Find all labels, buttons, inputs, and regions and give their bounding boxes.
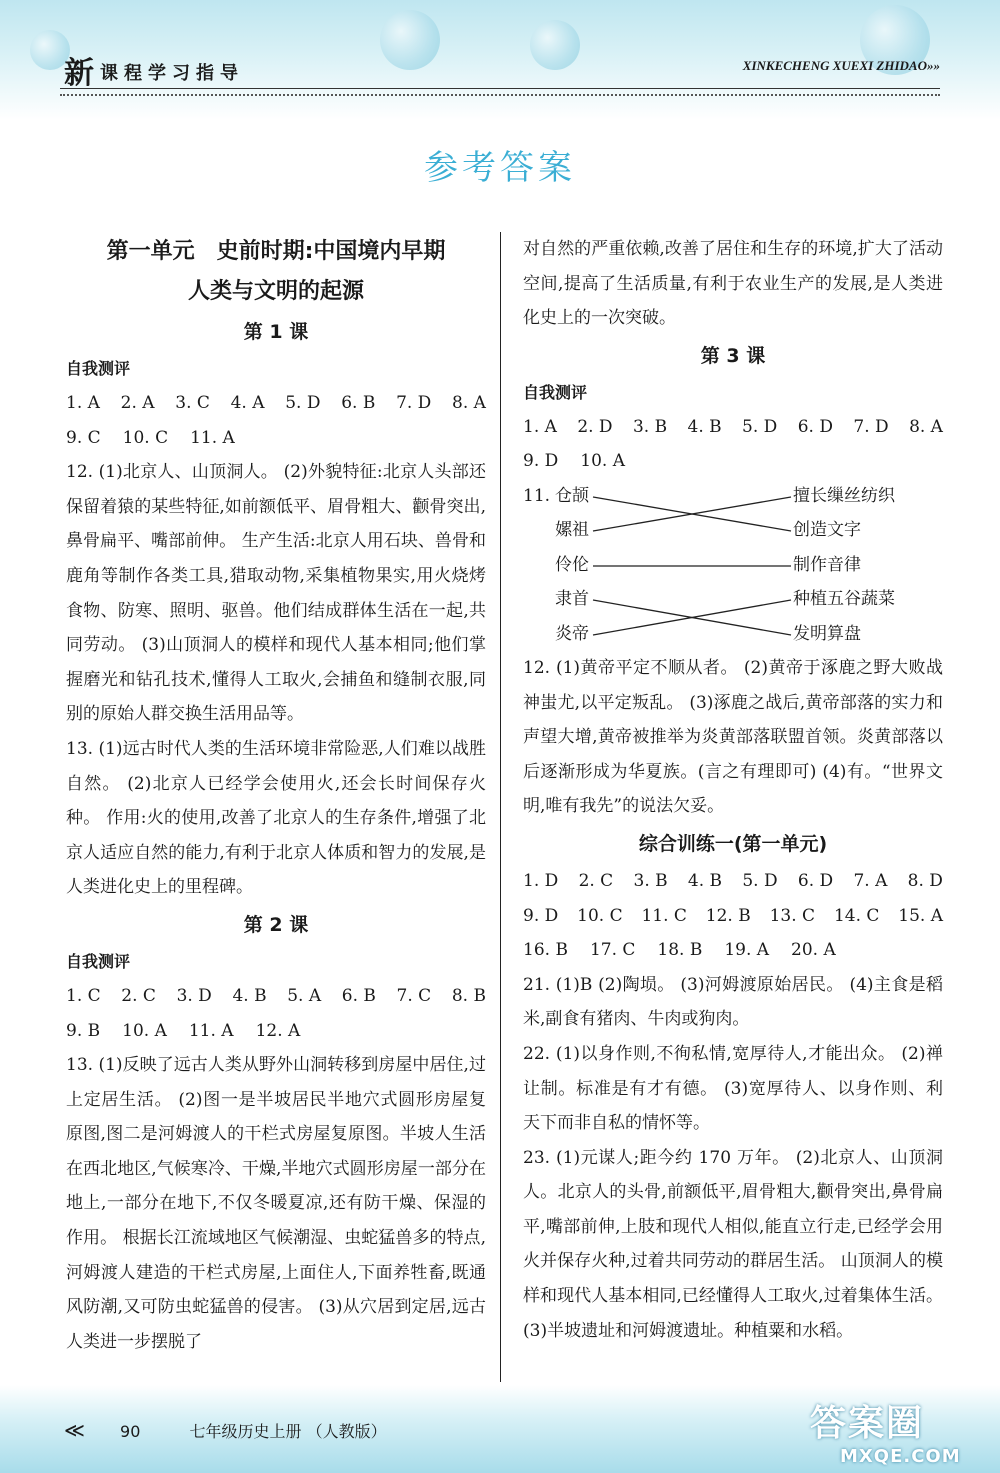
lesson-1-title: 第 1 课 xyxy=(243,321,309,343)
answer-item: 5. A xyxy=(287,985,322,1006)
match-lines xyxy=(523,479,943,651)
answer-item: 1. C xyxy=(66,985,101,1006)
column-divider xyxy=(500,232,501,1382)
lesson-2-subheading: 自我测评 xyxy=(66,951,131,971)
answer-item: 2. C xyxy=(578,870,614,891)
series-logo-char: 新 xyxy=(64,56,94,91)
match-right-item: 创造文字 xyxy=(793,519,861,540)
answer-item: 11. C xyxy=(641,905,687,926)
answer-item: 5. D xyxy=(742,416,778,437)
header-dotted-rule xyxy=(60,94,940,96)
answer-item: 3. B xyxy=(633,870,668,891)
page-number: 90 xyxy=(120,1422,141,1441)
answer-item: 10. C xyxy=(122,427,169,448)
answer-paragraph: 12. (1)北京人、山顶洞人。 (2)外貌特征:北京人头部还保留着猿的某些特征,如前额低平、眉骨粗大、颧骨突出,鼻骨扁平、嘴部前伸。 生产生活:北京人用石块、兽骨和鹿角等制作各类工具,猎取动物,采集植物果实,用火烧烤食物、防寒、照明、驱兽。他们结成群体生活在一起,共同劳动。 (3)山顶洞人的模样和现代人基本相同;他们掌握磨光和钻孔技术,懂得人工取火,会捕鱼和缝制衣服,同别的原始人群交换生活用品等。 xyxy=(66,462,486,725)
answer-item: 9. C xyxy=(66,427,101,448)
book-title: 七年级历史上册 （人教版） xyxy=(189,1422,387,1441)
answer-item: 2. C xyxy=(121,985,156,1006)
match-left-item: 伶伦 xyxy=(555,554,589,575)
double-chevron-icon: »» xyxy=(927,58,940,73)
answer-item: 11. A xyxy=(188,1020,234,1041)
answer-item: 4. A xyxy=(230,393,265,413)
answer-paragraph: 13. (1)反映了远古人类从野外山洞转移到房屋中居住,过上定居生活。 (2)图一是半坡居民半地穴式圆形房屋复原图,图二是河姆渡人的干栏式房屋复原图。半坡人生活在西北地区,气候寒冷、干燥,半地穴式圆形房屋一部分在地上,一部分在地下,不仅冬暖夏凉,还有防干燥、保湿的作用。 根据长江流域地区气候潮湿、虫蛇猛兽多的特点,河姆渡人建造的干栏式房屋,上面住人,下面养牲畜,既通风防潮,又可防虫蛇猛兽的侵害。 (3)从穴居到定居,远古人类进一步摆脱了 xyxy=(66,1055,486,1352)
lesson-1-subheading: 自我测评 xyxy=(66,359,131,378)
answer-item: 10. A xyxy=(580,451,625,472)
answer-item: 5. D xyxy=(285,393,321,413)
answer-item: 2. A xyxy=(120,393,155,413)
answer-item: 4. B xyxy=(232,985,267,1006)
answer-paragraph: 23. (1)元谋人;距今约 170 万年。 (2)北京人、山顶洞人。北京人的头骨,前额低平,眉骨粗大,颧骨突出,鼻骨扁平,嘴部前伸,上肢和现代人相似,能直立行走,已经学会用火并保存火种,过着共同劳动的群居生活。 山顶洞人的模样和现代人基本相同,已经懂得人工取火,过着集体生活。 (3)半坡遗址和河姆渡遗址。种植粟和水稻。 xyxy=(523,1147,943,1341)
answer-item: 1. A xyxy=(523,416,557,437)
answer-item: 3. D xyxy=(176,985,212,1006)
answer-item: 10. A xyxy=(122,1020,167,1041)
answer-row xyxy=(523,444,943,479)
answer-item: 4. B xyxy=(687,416,722,437)
right-column xyxy=(523,232,943,1348)
answer-item: 9. B xyxy=(66,1020,101,1041)
series-title xyxy=(64,48,244,92)
answer-item: 20. A xyxy=(791,940,836,961)
match-right-item: 发明算盘 xyxy=(793,623,861,644)
answer-item: 11. A xyxy=(190,427,235,448)
match-right-item: 制作音律 xyxy=(793,554,861,575)
answer-item: 10. C xyxy=(577,905,623,926)
answer-item: 7. C xyxy=(396,985,432,1006)
match-left-item: 炎帝 xyxy=(555,623,589,644)
answer-paragraph: 12. (1)黄帝平定不顺从者。 (2)黄帝于涿鹿之野大败战神蚩尤,以平定叛乱。 (3)涿鹿之战后,黄帝部落的实力和声望大增,黄帝被推举为炎黄部落联盟首领。炎黄部落以后逐渐形成为华夏族。(言之有理即可) (4)有。“世界文明,唯有我先”的说法欠妥。 xyxy=(523,657,943,817)
answer-row xyxy=(523,864,943,899)
answer-item: 9. D xyxy=(523,451,559,472)
answer-item: 8. A xyxy=(452,393,486,413)
unit-title-line-1: 第一单元 史前时期:中国境内早期 xyxy=(106,239,446,264)
matching-diagram xyxy=(523,479,943,651)
answer-item: 17. C xyxy=(589,940,636,961)
match-number: 11. xyxy=(523,485,551,506)
answer-item: 8. A xyxy=(909,416,943,437)
review-title: 综合训练一(第一单元) xyxy=(638,832,828,855)
page-footer xyxy=(64,1418,387,1442)
unit-title-line-2: 人类与文明的起源 xyxy=(187,279,364,304)
series-pinyin xyxy=(743,58,940,74)
answer-paragraph-continued: 对自然的严重依赖,改善了居住和生存的环境,扩大了活动空间,提高了生活质量,有利于农业生产的发展,是人类进化史上的一次突破。 xyxy=(523,239,943,329)
answer-paragraph: 21. (1)B (2)陶埙。 (3)河姆渡原始居民。 (4)主食是稻米,副食有猪肉、牛肉或狗肉。 xyxy=(523,974,943,1030)
answer-item: 9. D xyxy=(523,905,559,926)
answer-row xyxy=(66,386,486,421)
answer-item: 6. B xyxy=(341,985,376,1006)
answer-item: 15. A xyxy=(898,905,943,926)
lesson-2-title: 第 2 课 xyxy=(243,913,309,936)
answer-row xyxy=(66,979,486,1014)
answer-row xyxy=(66,421,486,456)
answer-row xyxy=(523,899,943,934)
answer-item: 14. C xyxy=(833,905,880,926)
double-chevron-left-icon: ≪ xyxy=(64,1418,85,1442)
left-column xyxy=(66,232,486,1359)
answer-paragraph: 13. (1)远古时代人类的生活环境非常险恶,人们难以战胜自然。 (2)北京人已经学会使用火,还会长时间保存火种。 作用:火的使用,改善了北京人的生存条件,增强了北京人适应自然的能力,有利于北京人体质和智力的发展,是人类进化史上的里程碑。 xyxy=(66,738,486,898)
answer-item: 13. C xyxy=(769,905,816,926)
answer-row xyxy=(523,410,943,445)
match-left-item: 隶首 xyxy=(555,588,589,609)
answer-item: 3. C xyxy=(175,393,210,413)
answer-item: 19. A xyxy=(724,940,770,961)
answer-item: 3. B xyxy=(632,416,668,437)
series-title-text: 课程学习指导 xyxy=(100,63,244,84)
match-left-item: 仓颉 xyxy=(555,485,589,506)
lesson-3-subheading: 自我测评 xyxy=(523,382,588,402)
answer-item: 8. D xyxy=(907,870,943,891)
answer-item: 7. A xyxy=(853,870,888,891)
answer-item: 1. A xyxy=(66,393,100,413)
match-right-item: 擅长缫丝纺织 xyxy=(793,485,895,506)
answer-item: 1. D xyxy=(523,870,559,891)
answer-item: 2. D xyxy=(577,416,613,437)
watermark-text: 答案圈 xyxy=(810,1403,925,1444)
match-right-item: 种植五谷蔬菜 xyxy=(793,588,895,609)
answer-item: 7. D xyxy=(396,393,432,413)
answer-item: 7. D xyxy=(853,416,889,437)
answer-item: 6. B xyxy=(341,393,376,413)
answer-item: 6. D xyxy=(797,416,833,437)
lesson-3-title: 第 3 课 xyxy=(700,344,766,367)
answer-item: 6. D xyxy=(797,870,834,891)
page-header xyxy=(60,48,940,89)
series-pinyin-text: XINKECHENG XUEXI ZHIDAO xyxy=(742,58,927,73)
answer-item: 4. B xyxy=(687,870,723,891)
answer-item: 12. B xyxy=(705,905,751,926)
answer-item: 18. B xyxy=(657,940,703,961)
page-title: 参考答案 xyxy=(424,148,576,188)
answer-row xyxy=(523,933,943,968)
answer-item: 8. B xyxy=(451,985,486,1006)
watermark-url: MXQE.COM xyxy=(840,1446,961,1467)
match-left-item: 嫘祖 xyxy=(555,519,589,540)
answer-item: 12. A xyxy=(255,1020,301,1041)
watermark-logo xyxy=(810,1395,980,1465)
answer-item: 16. B xyxy=(523,940,568,961)
answer-paragraph: 22. (1)以身作则,不徇私情,宽厚待人,才能出众。 (2)禅让制。标准是有才有德。 (3)宽厚待人、以身作则、利天下而非自私的情怀等。 xyxy=(523,1043,943,1134)
answer-row xyxy=(66,1014,486,1049)
answer-item: 5. D xyxy=(742,870,778,891)
